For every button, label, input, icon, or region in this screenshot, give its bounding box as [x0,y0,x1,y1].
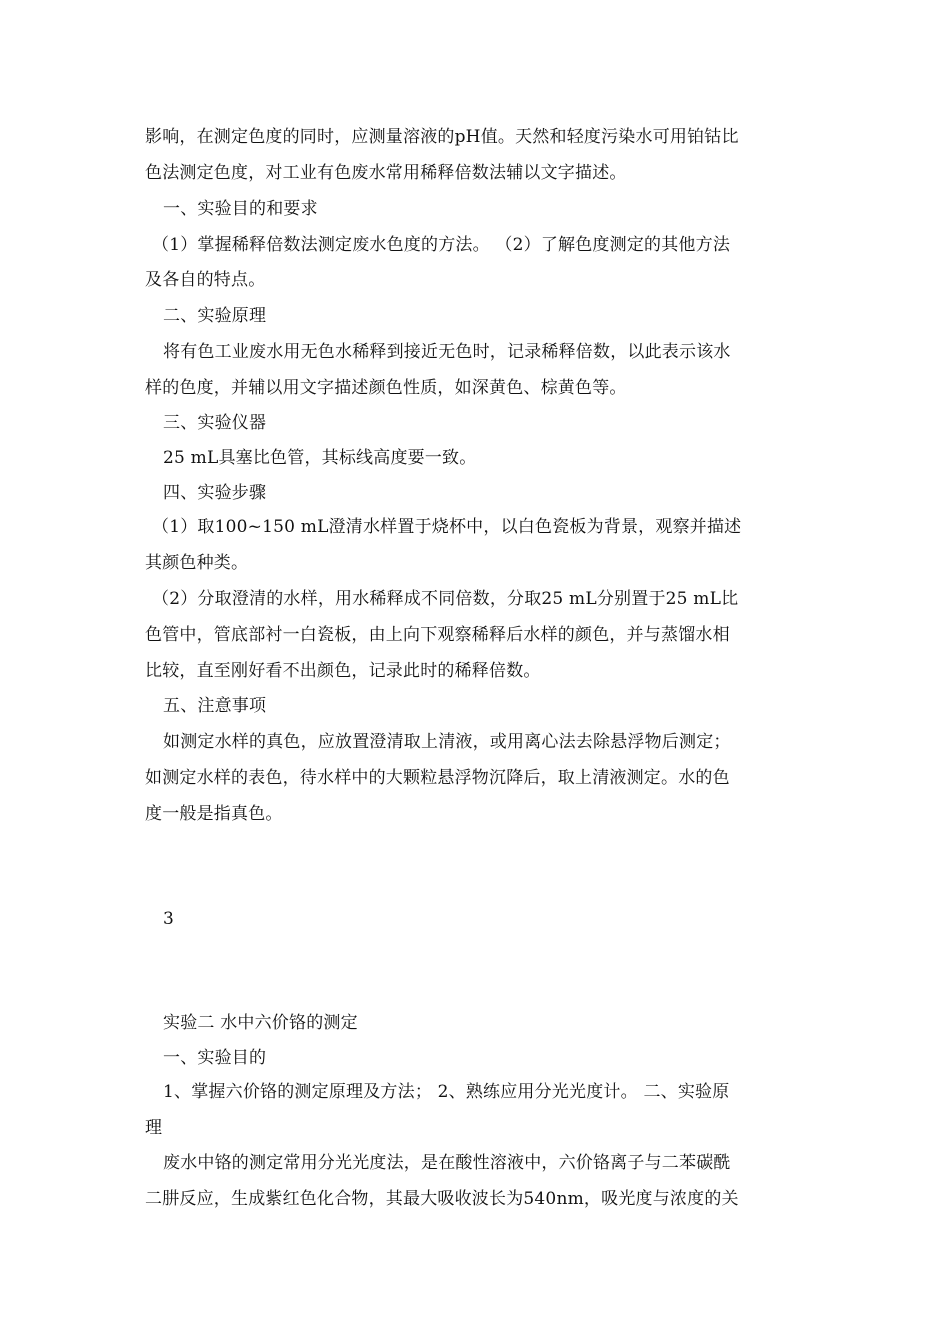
text-line: 理 [145,1118,163,1138]
text-line: 度一般是指真色。 [145,804,283,824]
section-heading: 二、实验原理 [163,306,267,326]
text-line: 将有色工业废水用无色水稀释到接近无色时，记录稀释倍数，以此表示该水 [163,342,731,362]
section-heading: 四、实验步骤 [163,483,267,503]
section-heading: 一、实验目的和要求 [163,199,318,219]
text-line: 色管中，管底部衬一白瓷板，由上向下观察稀释后水样的颜色，并与蒸馏水相 [145,625,730,645]
text-line: 色法测定色度，对工业有色废水常用稀释倍数法辅以文字描述。 [145,163,627,183]
text-line: 比较，直至刚好看不出颜色，记录此时的稀释倍数。 [145,661,541,681]
experiment-title: 实验二 水中六价铬的测定 [163,1013,358,1033]
text-line: （1）取100~150 mL澄清水样置于烧杯中，以白色瓷板为背景，观察并描述 [152,517,742,537]
text-line: 1、掌握六价铬的测定原理及方法； 2、熟练应用分光光度计。 二、实验原 [163,1082,730,1102]
text-line: 影响，在测定色度的同时，应测量溶液的pH值。天然和轻度污染水可用铂钴比 [145,127,739,147]
text-line: （1）掌握稀释倍数法测定废水色度的方法。 （2）了解色度测定的其他方法 [152,235,731,255]
section-heading: 一、实验目的 [163,1048,267,1068]
text-line: 二肼反应，生成紫红色化合物，其最大吸收波长为540nm，吸光度与浓度的关 [145,1189,739,1209]
text-line: 25 mL具塞比色管，其标线高度要一致。 [163,448,477,468]
text-line: 样的色度，并辅以用文字描述颜色性质，如深黄色、棕黄色等。 [145,378,627,398]
page-number: 3 [163,909,175,929]
text-line: （2）分取澄清的水样，用水稀释成不同倍数，分取25 mL分别置于25 mL比 [152,589,739,609]
text-line: 如测定水样的表色，待水样中的大颗粒悬浮物沉降后，取上清液测定。水的色 [145,768,730,788]
text-line: 及各自的特点。 [145,270,266,290]
text-line: 如测定水样的真色，应放置澄清取上清液，或用离心法去除悬浮物后测定； [163,732,731,752]
section-heading: 五、注意事项 [163,696,267,716]
text-line: 其颜色种类。 [145,553,249,573]
text-line: 废水中铬的测定常用分光光度法，是在酸性溶液中，六价铬离子与二苯碳酰 [163,1153,731,1173]
section-heading: 三、实验仪器 [163,413,267,433]
